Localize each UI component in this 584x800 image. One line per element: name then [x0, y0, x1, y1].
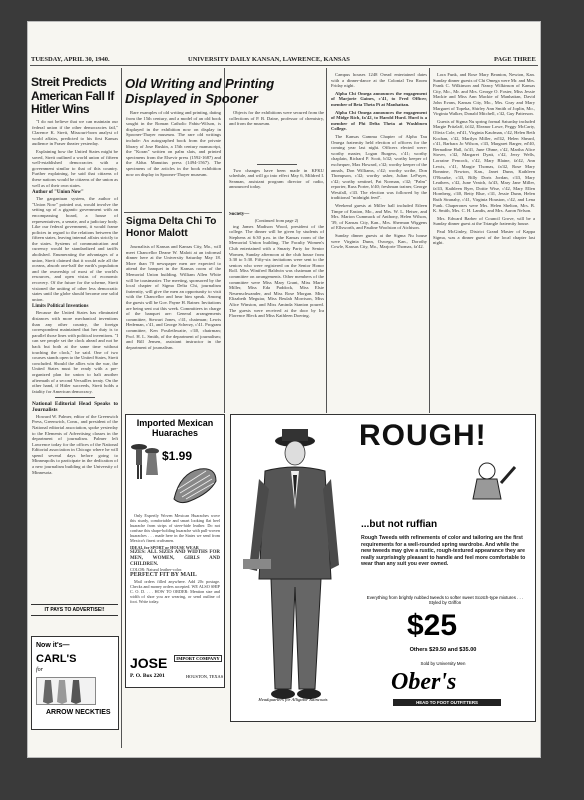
society-body-4: Weekend guests at Miller hall included Eileen Timpe of Easton, Mo., and Mrs. W. L. Heiser, and Mrs. Marion Cummack of Anthony, Helen Wilson, '39, of Kansas City, Kan., Mrs. Sherman Wiggens of Ellsworth, and Pauline Woolston of Atchison. [331, 203, 427, 231]
streit-body-2: The gargantuan system, the author of "Union Now" pointed out, would involve the setting up of a gigantic government with an encompassing board, a house of representatives, a senate, and a judiciary body. Like our federal government, it would frame policies in regard to the relations between the fifteen states, leaving internal affairs strictly to the states. Systems of communication and currency would be standardized and tariffs abolished. Enumerating the advantages of a union, Streit claimed that it would rule all the oceans, absorb one-half the earth's population and the ownership of most of the world's resources, and open vistas of economic recovery. Of the future for the scheme, Streit visioned the uniting of other less democratic states until the globe should become one solid union. [32, 196, 118, 302]
jose-brand: JOSE [130, 655, 168, 671]
obers-others: Others $29.50 and $35.00 [409, 647, 477, 653]
old-writing-headline: Old Writing and Printing Displayed in Spooner [125, 76, 275, 106]
society-body-3: The Kansas Gamma Chapter of Alpha Tau Omega fraternity held election of officers for the coming year last night. Officers elected were: worthy master, Logan Burgess, c'41; worthy chaplain, Richard P. Scott, b'42; worthy keeper of exchequer, Max Howard, c'42; worthy keeper of the annals, Don Williams, c'42; worthy scribe, Don Thompson, c'42; worthy usher, Julian LeFuyer, c'42; worthy sentinel, Pat Norman, c'42; "Palm" reporter, Russ Porter, b'40; freshman trainer, George Westfall, c'43. The election was followed by the traditional "midnight feed". [331, 133, 427, 201]
masthead-page: PAGE THREE [494, 56, 536, 63]
column-divider [121, 68, 122, 748]
obers-store-tag: HEAD TO FOOT OUTFITTERS [393, 699, 501, 706]
old-writing-article [126, 110, 221, 210]
pays-to-advertise-box [31, 594, 118, 630]
huaraches-sizes: SIZES: ALL SIZES AND WIDTHS FOR MEN, WOMEN, GIRLS AND CHILDREN. [130, 550, 220, 567]
huaraches-ad [125, 414, 225, 688]
society-article [229, 212, 324, 412]
carls-line-4: ARROW NECKTIES [46, 709, 111, 716]
sigma-headline: Sigma Delta Chi To Honor Malott [126, 216, 217, 239]
column-divider [429, 68, 430, 413]
society-column-5 [433, 72, 535, 412]
society-continued: (Continued from page 2) [254, 218, 299, 223]
streit-body-3: Because the United States has eliminated distances with more mechanical inventions than any other country, the foreign correspondent maintained that her duty is to parallel those lines with political inventions. "I can see people set the clock ahead and not be back but both at the same time without touching the clock," he said. One of two courses stands open to the United States, Streit concluded. Should the allies win the war, the United States must be ready with a pre-organized plan for union to halt another aftermath of a second Versailles treaty. On the other hand, if Hitler succeeds, Streit holds a fatality for American democracy. [32, 310, 118, 394]
pays-to-advertise-text: IT PAYS TO ADVERTISE!! [31, 604, 118, 616]
masthead-paper: UNIVERSITY DAILY KANSAN, LAWRENCE, KANSAS [188, 56, 350, 63]
col5-body-4: Paul McGinley, District Grand Master of Kappa Sigma, was a dinner guest of the local chapter last night. [433, 229, 535, 246]
society-body-2: Campus houses 1248 Oread entertained dates with a dinner-dance at the Colonial Tea Room Friday night. [331, 72, 427, 89]
old-writing-article-cont [229, 110, 324, 162]
newspaper-page [28, 22, 540, 757]
carls-line-1: Now it's— [36, 642, 70, 649]
kfku-body: Two changes have been made in KFKU schedule, and will go into effect May 6, Mildred I. Seaman, assistant program director of radio, announced today. [229, 167, 324, 190]
mexican-figures-illustration [130, 441, 160, 485]
col5-body-2: Guests of Sigma Nu spring formal Saturday included Margie Pritzlaff, fa'42, Eleanor Lowe, Peggy McCarty, Olivia Cole, ed'41, Virginia Kaufman, c'42, Helen Beth Kochan, c'42, Marilyn Miller, ed'42, Helen Sheard, c'41, Barbara Jo Wilson, c'43, Margaret Barger, ed'40, Bernadine Hall, fa'41, June Ohme, c'42, Martha Alice Stover, c'42, Margaret Dyatt, c'42, Jerry Wells, Lorraine Fencock, c'42, Mary Blaine, fa'42, Ann Lewis, c'41, Margie Thomas, fa'42, Rose Mary Bonnine, Newton, Kan., Janet Dunn, Kathleen O'Rourke, c'43, Billy Doris Jordan, c'43, Mary Leathers, c'42, June Veatch, fa'43, Mary Jane Miller, fa'43, Kathleen Byer, Dottie Wise, c'42, Mary Ellen Hornberg, c'40, Betty Blue, c'41, Jessie Dunn, Helen Ruth Stranahy, c'41, Virginia Houston, c'42, and Lena Funk. Chaperones were Mrs. Helen Shelton, Mrs. B. K. Smith, Mrs. C. H. Landis, and Mrs. Aaron Nelson. [433, 118, 535, 214]
society-column-4 [331, 72, 427, 412]
obers-small: Everything from brightly nubbed tweeds to softer sweet Scotch-type mixtures . . . Styled by Griffon [366, 595, 524, 606]
society-body-5: Sunday dinner guests at the Sigma Nu house were Virginia Dunn, Oswego, Kan., Dorothy Cowle, Kansas City, Mo., Marjorie Thomas, fa'42. [331, 233, 427, 250]
huaraches-order: Mail orders filled anywhere. Add 20c postage. Checks and money orders accepted. WE ALSO SHIP C. O. D. . . . HOW TO ORDER: Mention size and width of shoe you are wearing, or send outline of foot. Write today. [130, 579, 220, 605]
masthead-rule [30, 65, 538, 66]
huaraches-price: $1.99 [162, 449, 193, 463]
obers-headline: ROUGH! [359, 419, 487, 452]
sigma-article [126, 244, 221, 402]
man-in-tweed-illustration [235, 419, 355, 717]
obers-body: Rough Tweeds with refinements of color and tailoring are the first requirements for a well-rounded spring wardrobe. And while the new tweeds may give a rustic, rough-textured appearance they are really surprisingly pleasant to handle and feel more comfortable to wear than any suit you ever owned. [361, 535, 526, 568]
streit-headline: Streit Predicts American Fall If Hitler Wins [31, 75, 114, 116]
huarache-shoe-illustration [170, 463, 220, 507]
old-writing-body: Rare examples of old writing and printing, dating from the 15th century, and a model of an old book sought in the Roman Catholic Fabiu-Wilson, is displayed in the exhibition now on display in Spooner-Thayer museum. The rare old writings include: An autographed book from the private library of Jose Ruskin, a 15th century manuscript, the "Koran" written on palm slats, and printed specimens from the Elsevir press (1592-1687) and the Aldus Manutius press (1494-1567). The specimens of the articles in the book exhibition now on display in Spooner-Thayer museum. [126, 110, 221, 177]
jose-address: P. O. Box 2201 [130, 673, 165, 679]
society-alpha-1: Alpha Chi Omega announces the engagement of Marjorie Gaines, c'41, to Fred Officer, member of Beta Theta Pi at Manhattan. [331, 90, 427, 107]
column-divider [326, 68, 327, 413]
society-body: ing James Madison Wood, president of the college. The dinner will be given by students of Stephens at 6:30 p.m. in the Kansas room of the Memorial Union building. The Faculty Women's Club entertained with a Smarty Party for Senior Women, Sunday afternoon at the club house from 3:30 to 5:30. Fifty-six invitations were sent to the seniors who were registered on the Senior Honor Roll. Miss Winifred Baldwin was chairman of the committee on arrangements. Other members of the committee were Miss Mary Grant, Miss Marie Miller, Miss Eda Paddock, Miss Elsie Neuenschwander, and Miss Rose Morgan. Miss Elizabeth Meguiar, Miss Beulah Morrison, Miss Alice Winston, and Miss Aminda Stanton poured. The guests were received at the door by Ira Florence Bleck and Miss Kathleen Doering. [229, 223, 324, 319]
jose-city: HOUSTON, TEXAS [186, 674, 224, 679]
huaraches-ideal: IDEAL for SPORT or HOUSE WEAR [130, 545, 199, 550]
masthead-date: TUESDAY, APRIL 30, 1940. [31, 56, 110, 63]
palmer-headline: National Editorial Head Speaks to Journalists [32, 400, 118, 414]
obers-price: $25 [407, 609, 458, 642]
necktie-illustration [36, 677, 96, 705]
palmer-article: Howard W. Palmer, editor of the Greenwich Press, Greenwich, Conn., and president of the National editorial association, spoke yesterday to the Elements of Advertising classes in the department of journalism. Palmer left Lawrence today for the offices of the National Editorial association in Chicago where he will spend several days before going to Minneapolis to participate in the dedication of a new journalism building at the University of Minnesota. [32, 413, 118, 475]
society-heading: Society— [229, 212, 250, 217]
huaraches-copy [130, 513, 220, 653]
streit-lead: "I do not believe that we can maintain our federal union if the other democracies fail," Clarence K. Streit, Missouri-born analyst of world affairs, predicted to his first Kansas audience in Fraser theater yesterday. [32, 119, 118, 147]
obers-sold: Sold by University Men [420, 661, 466, 666]
caveman-illustration [457, 459, 517, 503]
obers-tagline: ...but not ruffian [361, 519, 438, 530]
obers-caption: Headquarters for Alligator Raincoats [258, 697, 328, 702]
obers-ad [230, 414, 536, 722]
carls-ad [31, 636, 119, 730]
col5-body-3: Mrs. Edward Barber of Council Grove, will be a Sunday dinner guest at the Triangle fraternity house. [433, 215, 535, 227]
carls-line-3: for [36, 667, 44, 673]
kfku-notice [229, 164, 324, 210]
huaraches-perfect: PERFECT FIT BY MAIL [130, 572, 197, 579]
streit-subhead-1: Author of "Union Now" [32, 190, 84, 196]
old-writing-body-2: Objects for the exhibitions were secured from the collections of P. B. Daine, professor of chemistry, and from the museum. [229, 110, 324, 127]
obers-store: Ober's [391, 669, 457, 695]
sigma-body: Journalists of Kansas and Kansas City, Mo., will meet Chancellor Deane W. Malott at an informal dinner here at the University Saturday May 18. More than 70 newspaper men are expected to attend the banquet in the Kansas room of the Memorial Union building. William Allen White will be toastmaster. The meeting, sponsored by the local chapter of Sigma Delta Chi, journalism fraternity, will give the men an opportunity to visit with the Chancellor and hear him speak. Among the guests will be Gov. Payne H. Ratner. Invitations are being sent out this week. Committees in charge of the banquet are: General arrangements committee, Stewart Jones, c'41, chairman; Lewis Hedeman, c'41, and George Scherzy, c'41. Program committee, Ken Postlethwaite, c'40, chairman; Prof. H. L. Smith, of the department of journalism; and Bill Jensen, assistant instructor in the department of journalism. [126, 244, 221, 350]
carls-line-2: CARL'S [36, 653, 77, 665]
streit-subhead-2: Limits Political Inventions [32, 304, 89, 310]
col5-body: Lora Funk, and Rose Mary Beanion, Newton, Kan. Sunday dinner guests of Chi Omega were Mr. and Mrs. Frank C. Wilkinson and Nancy Wilkinson of Kansas City, Mo., Mr. and Mrs. George O. Foster, Miss Jessie Mackie and Miss Ann Mackie of Manhattan, David John Evans, Kansas City, Mo., Mrs. Gray and Mary Margaret of Topeka, Shirley Ann Smith of Joplin, Mo., Virginia Walker, Donald Mitchell, c'42, Guy Patterson. [433, 72, 535, 117]
column-divider [224, 68, 225, 413]
society-alpha-2: Alpha Chi Omega announces the engagement of Midge Rich, fa'42, to Harold Hurd. Hurd is a member of Phi Delta Theta at Washburn College. [331, 109, 427, 132]
jose-brand-2: IMPORT COMPANY [174, 655, 222, 662]
streit-article [32, 119, 118, 592]
huaraches-title: Imported Mexican Huaraches [136, 418, 214, 438]
huaraches-body: Only Expertly Woven Mexican Huaraches wove this sturdy, comfortable and smart looking flat heel huarache from strips of steer-hide leather. Do not confuse this shape-holding huarache with pull-woven huaraches . . . made here in the States we send from Mexico's finest craftsmen. [130, 513, 220, 543]
huaraches-color: COLOR: Natural leather-color. [130, 567, 183, 573]
streit-body: Explaining how the United States might be saved, Streit outlined a world union of fifteen well-established democracies with a government similar to that of this country. Further explaining, he said that citizens of these nations would be citizens of the union as well as of their own states. [32, 148, 118, 188]
